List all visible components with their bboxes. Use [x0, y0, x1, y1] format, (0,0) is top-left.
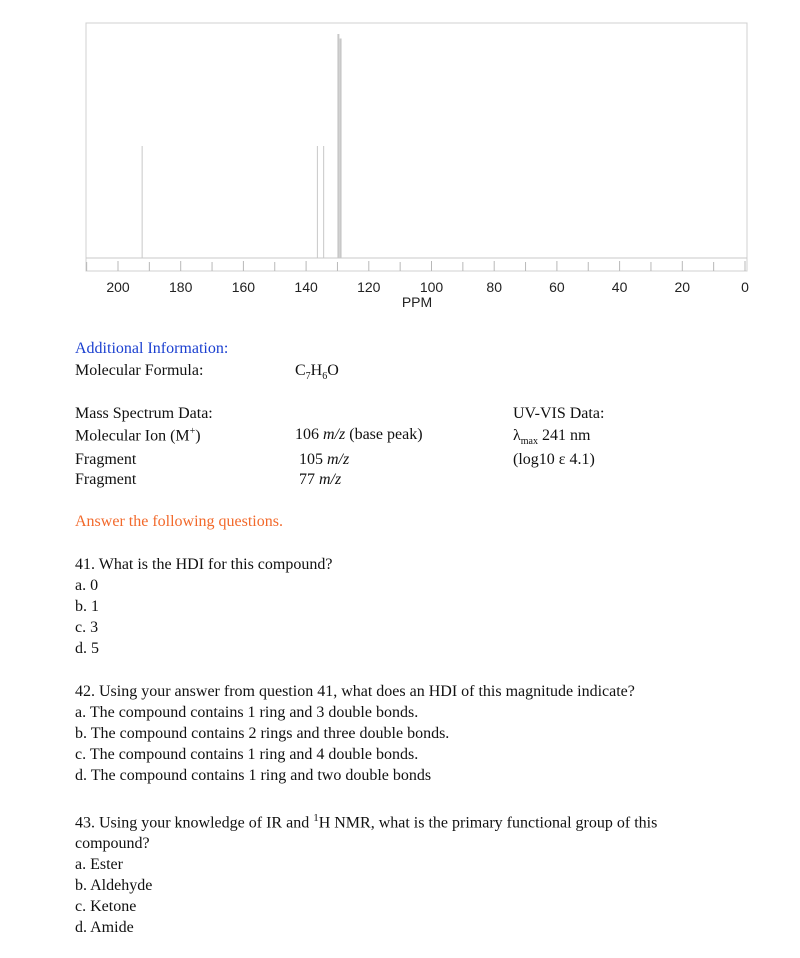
tick-label: 20 — [674, 279, 691, 295]
tick-label: 60 — [549, 279, 565, 295]
fragment-label: Fragment — [75, 451, 137, 468]
tick-label: 120 — [357, 279, 381, 295]
tick-label-group — [106, 279, 749, 295]
molecular-formula-value: $C_7H_6O$ — [295, 362, 339, 383]
tick-label: 180 — [169, 279, 193, 295]
tick-label: 200 — [106, 279, 130, 295]
answer-option[interactable]: b. The compound contains 2 rings and three double bonds. — [75, 725, 450, 742]
answer-option[interactable]: b. 1 — [75, 598, 99, 615]
tick-label: 80 — [486, 279, 502, 295]
question-43 — [75, 808, 657, 938]
fragment-label: Fragment — [75, 471, 137, 488]
answer-option[interactable]: d. 5 — [75, 640, 99, 657]
molecular-formula-label: Molecular Formula: — [75, 362, 204, 379]
tick-label: 160 — [231, 279, 256, 295]
tick-label: 40 — [611, 279, 628, 295]
tick-label: 140 — [294, 279, 318, 295]
answer-option[interactable]: c. The compound contains 1 ring and 4 double bonds. — [75, 746, 419, 763]
uv-vis-lambda: $\lambda_{max}$ 241 nm — [513, 427, 591, 448]
answer-option[interactable]: a. 0 — [75, 577, 99, 594]
uv-vis-heading: UV-VIS Data: — [513, 405, 605, 422]
fragment-value: 105 m/z — [299, 451, 350, 468]
uv-vis-log: (log10 ε 4.1) — [513, 451, 595, 468]
question-prompt: 42. Using your answer from question 41, what does an HDI of this magnitude indicate? — [75, 683, 635, 700]
instructions-heading: Answer the following questions. — [75, 513, 283, 530]
molecular-ion-value: 106 m/z (base peak) — [295, 426, 423, 443]
tick-label: 0 — [741, 279, 749, 295]
question-prompt: 43. Using your knowledge of IR and $^1$H NMR, what is the primary functional group of this — [75, 812, 658, 832]
answer-option[interactable]: c. Ketone — [75, 898, 137, 916]
question-42 — [75, 681, 635, 786]
question-prompt-continued: compound? — [75, 835, 150, 853]
question-41 — [75, 554, 332, 659]
answer-option[interactable]: b. Aldehyde — [75, 877, 153, 895]
additional-info-heading: Additional Information: — [75, 340, 229, 357]
nmr-spectrum-chart — [0, 0, 800, 320]
answer-option[interactable]: d. Amide — [75, 919, 134, 937]
fragment-value: 77 m/z — [299, 471, 342, 488]
tick-label: 100 — [419, 279, 444, 295]
spectrum-frame — [86, 23, 747, 271]
answer-option[interactable]: a. Ester — [75, 856, 123, 874]
answer-option[interactable]: c. 3 — [75, 619, 99, 636]
answer-option[interactable]: d. The compound contains 1 ring and two double bonds — [75, 767, 432, 784]
mass-spec-heading: Mass Spectrum Data: — [75, 405, 213, 422]
answer-option[interactable]: a. The compound contains 1 ring and 3 double bonds. — [75, 704, 419, 721]
x-axis-label: PPM — [401, 294, 433, 310]
question-prompt: 41. What is the HDI for this compound? — [75, 556, 333, 573]
molecular-ion-label: Molecular Ion (M+) — [75, 426, 201, 445]
